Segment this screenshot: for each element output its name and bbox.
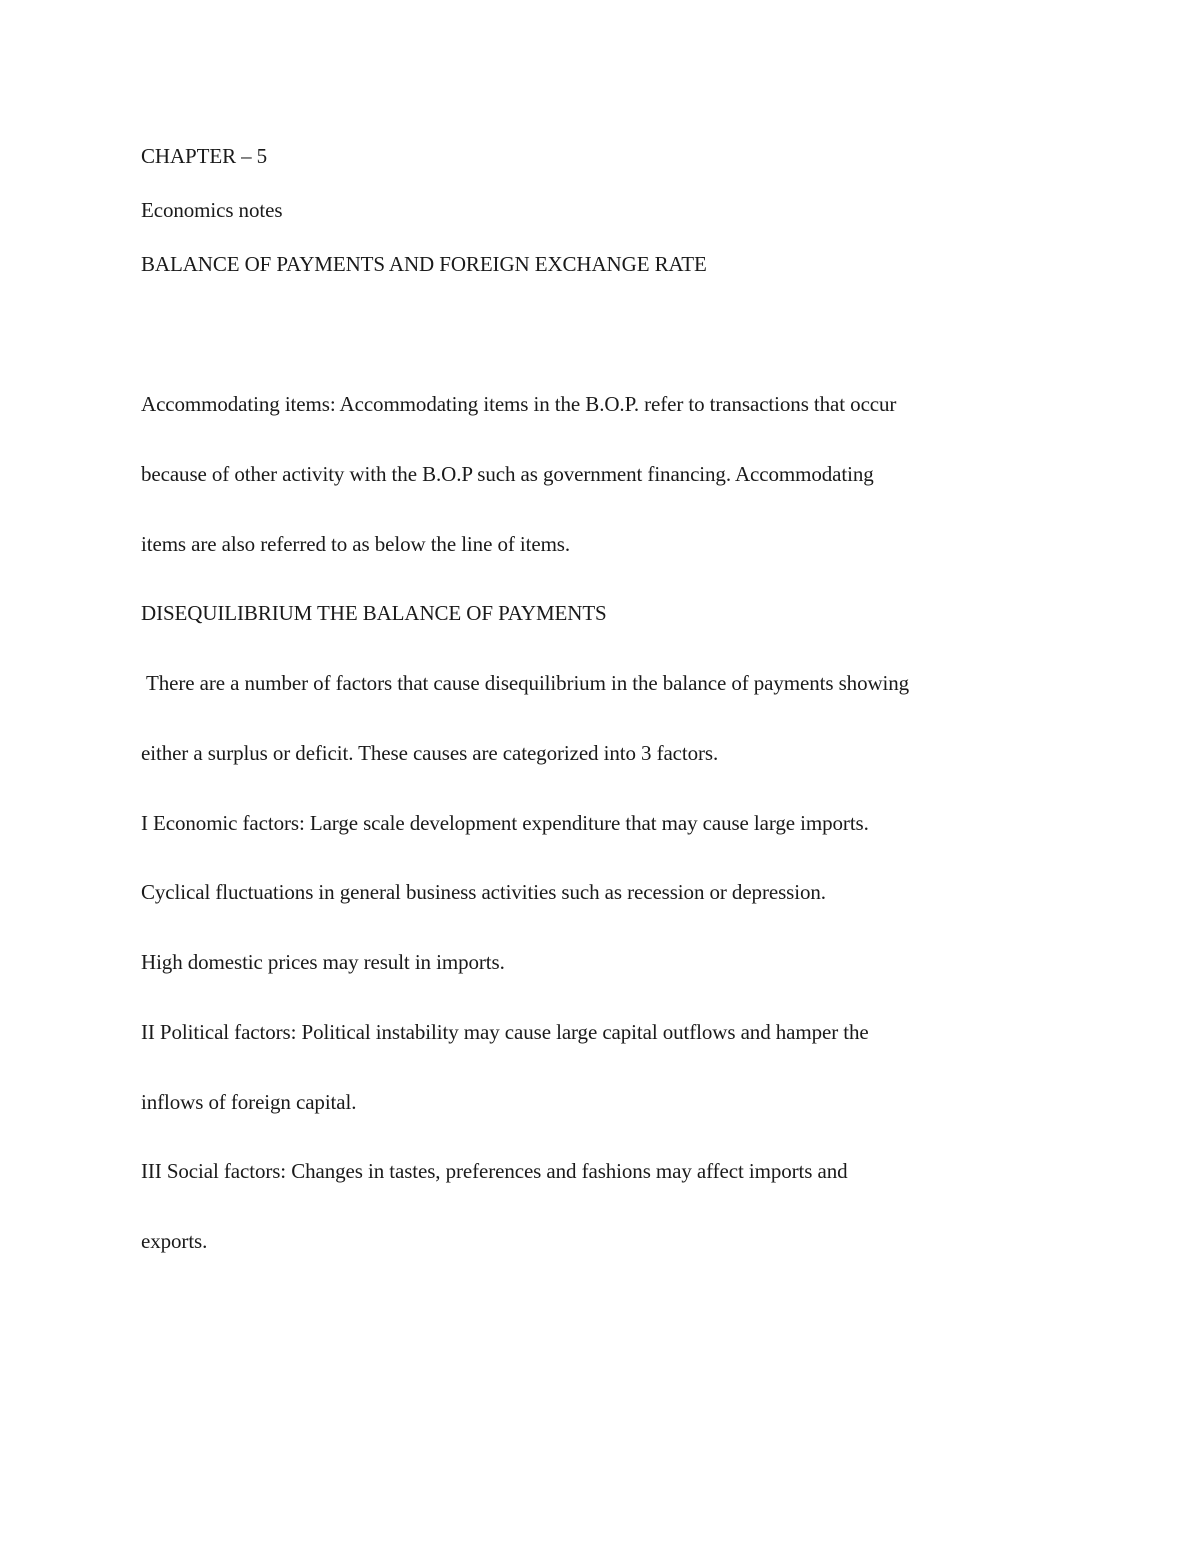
economic-factors-line-1: I Economic factors: Large scale development expenditure that may cause large imports. (141, 811, 869, 835)
accommodating-line-1: Accommodating items: Accommodating items in the B.O.P. refer to transactions that occur (141, 392, 897, 416)
social-factors-line-1: III Social factors: Changes in tastes, preferences and fashions may affect imports and (141, 1159, 848, 1183)
economic-factors-line-2: Cyclical fluctuations in general business activities such as recession or depression. (141, 880, 826, 904)
political-factors-line-2: inflows of foreign capital. (141, 1090, 357, 1114)
economic-factors-line-3: High domestic prices may result in imports. (141, 950, 505, 974)
document-title: BALANCE OF PAYMENTS AND FOREIGN EXCHANGE RATE (141, 252, 707, 276)
disequilibrium-heading: DISEQUILIBRIUM THE BALANCE OF PAYMENTS (141, 601, 607, 625)
disequilibrium-intro-line-2: either a surplus or deficit. These causes are categorized into 3 factors. (141, 741, 719, 765)
accommodating-line-3: items are also referred to as below the line of items. (141, 532, 571, 556)
accommodating-line-2: because of other activity with the B.O.P such as government financing. Accommodating (141, 462, 874, 486)
chapter-heading: CHAPTER – 5 (141, 144, 268, 168)
political-factors-line-1: II Political factors: Political instability may cause large capital outflows and hamper the (141, 1020, 869, 1044)
disequilibrium-intro-line-1: There are a number of factors that cause disequilibrium in the balance of payments showing (146, 671, 910, 695)
subject-line: Economics notes (141, 198, 283, 222)
social-factors-line-2: exports. (141, 1229, 208, 1253)
